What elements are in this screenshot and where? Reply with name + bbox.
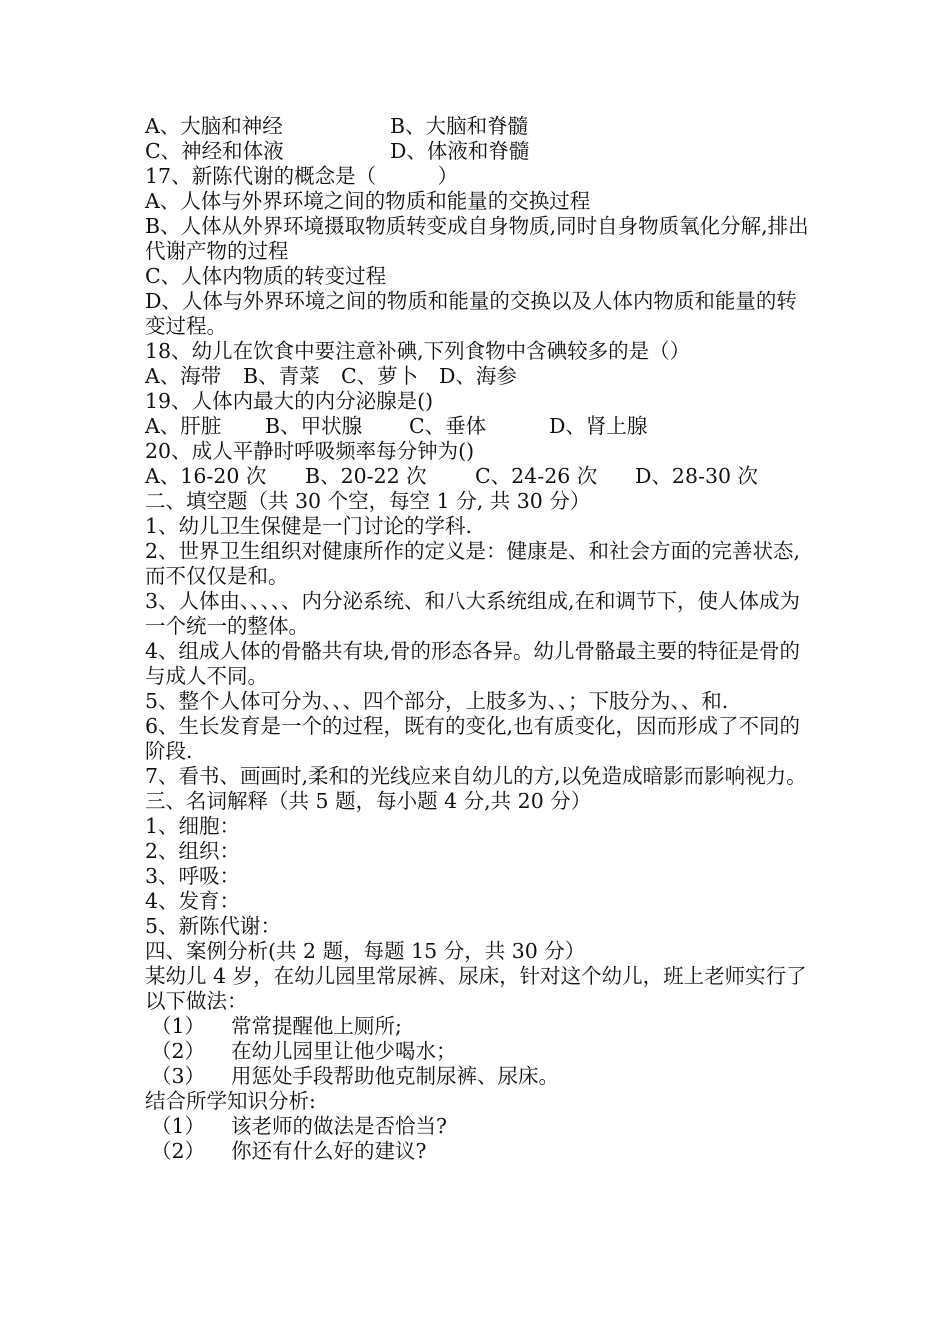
q17-option-d: D、人体与外界环境之间的物质和能量的交换以及人体内物质和能量的转变过程。 [145,289,797,338]
question-text: 该老师的做法是否恰当? [231,1114,447,1138]
practice-item [145,1014,815,1039]
q18-option-b: B、青菜 [243,364,320,388]
q20-stem: 20、成人平静时呼吸频率每分钟为() [145,439,475,463]
practice-number: （1） [151,1014,206,1038]
q17-option-b: B、人体从外界环境摄取物质转变成自身物质,同时自身物质氧化分解,排出代谢产物的过程 [145,214,809,263]
term-item: 2、组织： [145,839,241,863]
q18-option-a: A、海带 [145,364,222,388]
question-text: 你还有什么好的建议? [231,1139,427,1163]
q18-options [145,364,815,389]
q19-stem: 19、人体内最大的内分泌腺是() [145,389,434,413]
practice-item [145,1064,815,1089]
q16-options-row-2 [145,139,815,164]
term-item: 3、呼吸： [145,864,241,888]
fill-blank-item: 4、组成人体的骨骼共有块,骨的形态各异。幼儿骨骼最主要的特征是骨的与成人不同。 [145,639,801,688]
exam-page-content [145,114,815,1164]
term-item: 4、发育： [145,889,241,913]
practice-text: 在幼儿园里让他少喝水； [231,1039,457,1063]
q16-option-c: C、神经和体液 [145,139,284,163]
q20-options [145,464,815,489]
q18-option-c: C、萝卜 [341,364,419,388]
q17-option-a: A、人体与外界环境之间的物质和能量的交换过程 [145,189,591,213]
q17-stem: 17、新陈代谢的概念是（ ） [145,164,459,188]
term-item: 1、细胞： [145,814,241,838]
fill-blank-item: 2、世界卫生组织对健康所作的定义是：健康是、和社会方面的完善状态,而不仅仅是和。 [145,539,801,588]
q20-option-c: C、24-26 次 [475,464,598,488]
q20-option-a: A、16-20 次 [145,464,267,488]
question-number: （1） [151,1114,206,1138]
q16-options-row-1 [145,114,815,139]
fill-blank-item: 5、整个人体可分为、、、四个部分，上肢多为、、；下肢分为、、和. [145,689,729,713]
q18-option-d: D、海参 [439,364,517,388]
analysis-label: 结合所学知识分析: [145,1089,316,1113]
case-description: 某幼儿 4 岁，在幼儿园里常尿裤、尿床，针对这个幼儿，班上老师实行了以下做法： [145,964,807,1013]
q18-stem: 18、幼儿在饮食中要注意补碘,下列食物中含碘较多的是（） [145,339,691,363]
q19-option-b: B、甲状腺 [265,414,363,438]
question-number: （2） [151,1139,206,1163]
q19-option-a: A、肝脏 [145,414,222,438]
q16-option-d: D、体液和脊髓 [390,139,530,163]
section-2-heading: 二、填空题（共 30 个空，每空 1 分, 共 30 分） [145,489,591,513]
fill-blank-item: 1、幼儿卫生保健是一门讨论的学科. [145,514,473,538]
q19-option-c: C、垂体 [409,414,487,438]
q17-option-c: C、人体内物质的转变过程 [145,264,387,288]
q20-option-d: D、28-30 次 [635,464,759,488]
q16-option-b: B、大脑和脊髓 [390,114,529,138]
section-4-heading: 四、案例分析(共 2 题，每题 15 分，共 30 分） [145,939,586,963]
practice-item [145,1039,815,1064]
analysis-question [145,1139,815,1164]
q19-option-d: D、肾上腺 [549,414,648,438]
section-3-heading: 三、名词解释（共 5 题，每小题 4 分,共 20 分） [145,789,592,813]
practice-text: 常常提醒他上厕所; [231,1014,402,1038]
practice-number: （3） [151,1064,206,1088]
fill-blank-item: 6、生长发育是一个的过程，既有的变化,也有质变化，因而形成了不同的阶段. [145,714,801,763]
fill-blank-item: 7、看书、画画时,柔和的光线应来自幼儿的方,以免造成暗影而影响视力。 [145,764,807,788]
term-item: 5、新陈代谢： [145,914,282,938]
q20-option-b: B、20-22 次 [305,464,427,488]
fill-blank-item: 3、人体由、、、、、内分泌系统、和八大系统组成,在和调节下，使人体成为一个统一的整体。 [145,589,801,638]
q16-option-a: A、大脑和神经 [145,114,283,138]
practice-text: 用惩处手段帮助他克制尿裤、尿床。 [231,1064,559,1088]
q19-options [145,414,815,439]
practice-number: （2） [151,1039,206,1063]
analysis-question [145,1114,815,1139]
